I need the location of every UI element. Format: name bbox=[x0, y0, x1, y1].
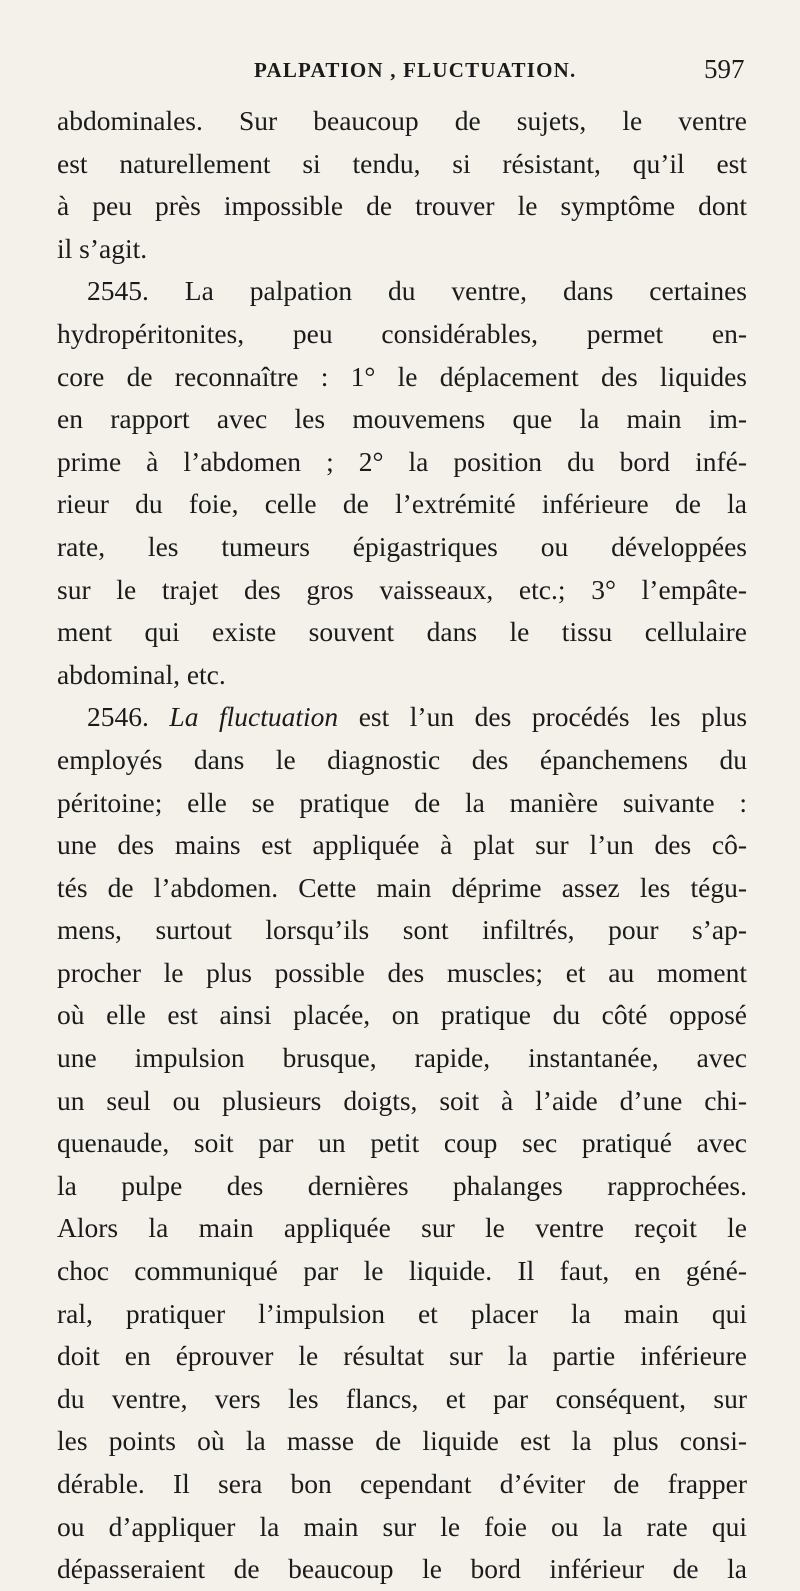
text-line: dépasseraient de beaucoup le bord inférieur de la bbox=[57, 1553, 747, 1585]
text-line: abdominal, etc. bbox=[57, 658, 226, 690]
text-line: employés dans le diagnostic des épanchemens du bbox=[57, 743, 747, 775]
text-line: ou d’appliquer la main sur le foie ou la rate qui bbox=[57, 1510, 747, 1542]
text-line: où elle est ainsi placée, on pratique du côté opposé bbox=[57, 999, 747, 1031]
body-text bbox=[57, 100, 747, 1591]
text-line: du ventre, vers les flancs, et par conséquent, sur bbox=[57, 1382, 747, 1414]
text-line: sur le trajet des gros vaisseaux, etc.; 3° l’empâte- bbox=[57, 573, 747, 605]
italic-term: La fluctuation bbox=[169, 701, 339, 733]
text-line: une des mains est appliquée à plat sur l’un des cô- bbox=[57, 829, 747, 861]
paragraph-2546-start: 2546. La fluctuation est l’un des procédés les plus bbox=[87, 701, 748, 733]
text-line: rieur du foie, celle de l’extrémité inférieure de la bbox=[57, 488, 747, 520]
text-line: core de reconnaître : 1° le déplacement des liquides bbox=[57, 360, 747, 392]
text-line: Alors la main appliquée sur le ventre reçoit le bbox=[57, 1212, 747, 1244]
text-line: est naturellement si tendu, si résistant, qu’il est bbox=[57, 147, 747, 179]
text-line: dérable. Il sera bon cependant d’éviter de frapper bbox=[57, 1468, 747, 1499]
text-line: les points où la masse de liquide est la plus consi- bbox=[57, 1425, 747, 1457]
text-line: mens, surtout lorsqu’ils sont infiltrés, pour s’ap- bbox=[57, 914, 747, 946]
paragraph-2545-start: 2545. La palpation du ventre, dans certaines bbox=[87, 275, 747, 307]
text-line: hydropéritonites, peu considérables, permet en- bbox=[57, 317, 747, 349]
text-line: péritoine; elle se pratique de la manière suivante : bbox=[57, 786, 747, 818]
text-line: ment qui existe souvent dans le tissu cellulaire bbox=[57, 616, 747, 648]
text-line: tés de l’abdomen. Cette main déprime assez les tégu- bbox=[57, 871, 747, 903]
page-number: 597 bbox=[704, 54, 745, 84]
text-line: une impulsion brusque, rapide, instantanée, avec bbox=[57, 1042, 747, 1074]
text-line: doit en éprouver le résultat sur la partie inférieure bbox=[57, 1340, 747, 1372]
text-line: abdominales. Sur beaucoup de sujets, le ventre bbox=[57, 105, 747, 136]
text-line: un seul ou plusieurs doigts, soit à l’aide d’une chi- bbox=[57, 1084, 747, 1116]
text-line: choc communiqué par le liquide. Il faut, en géné- bbox=[57, 1255, 747, 1287]
text-line: il s’agit. bbox=[57, 232, 148, 264]
text-line: ral, pratiquer l’impulsion et placer la main qui bbox=[57, 1297, 747, 1329]
text-line: à peu près impossible de trouver le symptôme dont bbox=[57, 190, 747, 222]
text-line: prime à l’abdomen ; 2° la position du bord infé- bbox=[57, 445, 747, 477]
text-line: rate, les tumeurs épigastriques ou développées bbox=[57, 530, 747, 562]
text-line: quenaude, soit par un petit coup sec pratiqué avec bbox=[57, 1127, 747, 1159]
running-head: PALPATION , FLUCTUATION. bbox=[254, 58, 577, 82]
text-line: la pulpe des dernières phalanges rapprochées. bbox=[57, 1169, 747, 1201]
text-line: procher le plus possible des muscles; et au moment bbox=[57, 956, 747, 988]
text-line: en rapport avec les mouvemens que la main im- bbox=[57, 403, 747, 435]
